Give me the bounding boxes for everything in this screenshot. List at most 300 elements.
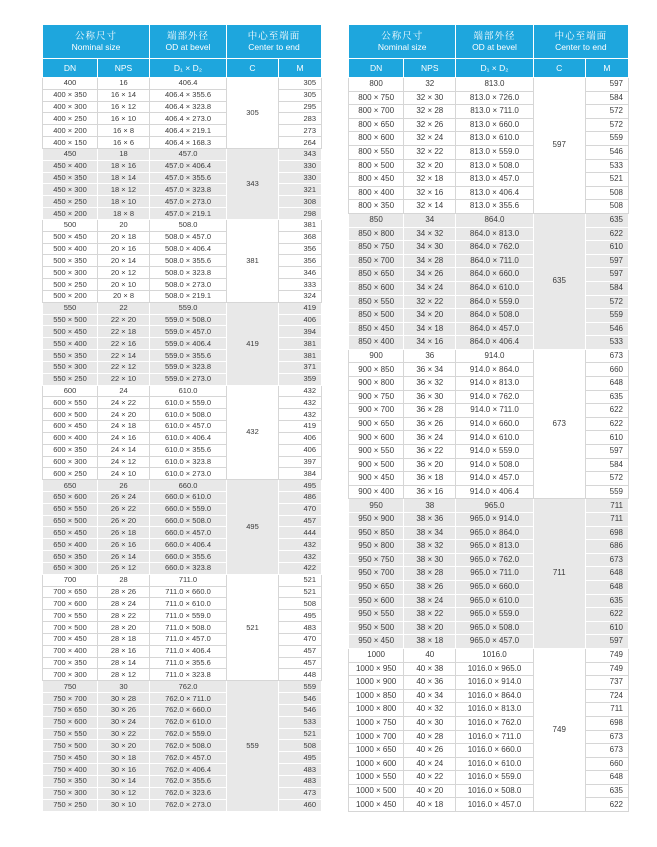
- cell-od: 1016.0 × 914.0: [456, 676, 533, 690]
- table-row: [43, 740, 322, 752]
- cell-od: 406.4 × 273.0: [150, 113, 227, 125]
- cell-od: 813.0 × 610.0: [456, 132, 533, 146]
- cell-nps: 38 × 30: [404, 553, 456, 567]
- cell-m: 610: [585, 621, 628, 635]
- cell-m: 711: [585, 703, 628, 717]
- cell-m: 359: [279, 373, 322, 385]
- header-center-to-end: [227, 25, 322, 59]
- cell-dn: 750 × 500: [43, 740, 98, 752]
- cell-dn: 850 × 450: [349, 322, 404, 336]
- cell-dn: 500 × 400: [43, 243, 98, 255]
- cell-c: 521: [227, 574, 279, 680]
- cell-m: 324: [279, 290, 322, 302]
- table-row: [349, 349, 629, 363]
- cell-nps: 20 × 18: [98, 231, 150, 243]
- cell-dn: 650: [43, 480, 98, 492]
- header-label-en: OD at bevel: [472, 42, 517, 52]
- cell-m: 368: [279, 231, 322, 243]
- cell-od: 762.0 × 273.0: [150, 799, 227, 812]
- cell-dn: 950 × 750: [349, 553, 404, 567]
- cell-od: 864.0 × 406.4: [456, 336, 533, 350]
- cell-m: 495: [279, 752, 322, 764]
- cell-od: 813.0 × 726.0: [456, 91, 533, 105]
- table-row: [349, 662, 629, 676]
- cell-c: 419: [227, 302, 279, 385]
- cell-dn: 700 × 600: [43, 598, 98, 610]
- table-row: [43, 491, 322, 503]
- cell-dn: 750 × 400: [43, 764, 98, 776]
- cell-od: 914.0 × 813.0: [456, 377, 533, 391]
- cell-nps: 38 × 32: [404, 540, 456, 554]
- cell-od: 965.0 × 813.0: [456, 540, 533, 554]
- subheader-m: M: [585, 59, 628, 78]
- cell-od: 610.0 × 559.0: [150, 397, 227, 409]
- cell-dn: 900 × 700: [349, 404, 404, 418]
- table-row: [43, 302, 322, 314]
- cell-dn: 600 × 550: [43, 397, 98, 409]
- cell-nps: 30 × 24: [98, 716, 150, 728]
- cell-od: 864.0 × 711.0: [456, 254, 533, 268]
- cell-c: 381: [227, 219, 279, 302]
- cell-dn: 1000 × 850: [349, 689, 404, 703]
- cell-dn: 800 × 700: [349, 105, 404, 119]
- cell-nps: 22 × 16: [98, 338, 150, 350]
- cell-od: 711.0 × 610.0: [150, 598, 227, 610]
- table-row: [349, 213, 629, 227]
- cell-dn: 550 × 400: [43, 338, 98, 350]
- cell-dn: 500 × 200: [43, 290, 98, 302]
- cell-m: 321: [279, 184, 322, 196]
- cell-nps: 36 × 30: [404, 390, 456, 404]
- cell-od: 711.0 × 406.4: [150, 645, 227, 657]
- table-row: [43, 527, 322, 539]
- cell-m: 648: [585, 771, 628, 785]
- cell-m: 432: [279, 385, 322, 397]
- cell-nps: 36: [404, 349, 456, 363]
- cell-od: 914.0 × 711.0: [456, 404, 533, 418]
- table-row: [349, 322, 629, 336]
- cell-dn: 550 × 350: [43, 350, 98, 362]
- cell-dn: 800 × 750: [349, 91, 404, 105]
- cell-od: 508.0 × 457.0: [150, 231, 227, 243]
- cell-m: 584: [585, 281, 628, 295]
- cell-c: 305: [227, 78, 279, 149]
- header-label-en: Center to end: [555, 42, 607, 52]
- table-row: [349, 254, 629, 268]
- cell-dn: 1000 × 550: [349, 771, 404, 785]
- cell-dn: 550: [43, 302, 98, 314]
- cell-m: 597: [585, 445, 628, 459]
- cell-dn: 750 × 450: [43, 752, 98, 764]
- cell-nps: 34 × 20: [404, 309, 456, 323]
- cell-m: 749: [585, 662, 628, 676]
- cell-dn: 750 × 700: [43, 693, 98, 705]
- cell-m: 356: [279, 243, 322, 255]
- cell-od: 1016.0 × 711.0: [456, 730, 533, 744]
- cell-od: 457.0 × 355.6: [150, 172, 227, 184]
- cell-m: 356: [279, 255, 322, 267]
- cell-od: 610.0 × 406.4: [150, 432, 227, 444]
- cell-nps: 26 × 16: [98, 539, 150, 551]
- cell-m: 635: [585, 213, 628, 227]
- table-row: [43, 125, 322, 137]
- cell-c: 559: [227, 681, 279, 812]
- cell-m: 448: [279, 669, 322, 681]
- cell-m: 737: [585, 676, 628, 690]
- cell-dn: 850 × 800: [349, 227, 404, 241]
- table-row: [349, 159, 629, 173]
- table-row: [43, 421, 322, 433]
- cell-m: 432: [279, 409, 322, 421]
- cell-m: 546: [585, 322, 628, 336]
- cell-od: 457.0 × 323.8: [150, 184, 227, 196]
- cell-dn: 650 × 600: [43, 491, 98, 503]
- cell-m: 264: [279, 137, 322, 149]
- cell-od: 457.0: [150, 148, 227, 160]
- cell-od: 406.4 × 219.1: [150, 125, 227, 137]
- cell-nps: 40 × 38: [404, 662, 456, 676]
- cell-m: 559: [585, 485, 628, 499]
- cell-od: 660.0: [150, 480, 227, 492]
- cell-m: 406: [279, 444, 322, 456]
- table-row: [349, 526, 629, 540]
- cell-nps: 36 × 34: [404, 363, 456, 377]
- table-row: [43, 610, 322, 622]
- cell-nps: 36 × 26: [404, 417, 456, 431]
- cell-nps: 32 × 18: [404, 173, 456, 187]
- tables-container: [42, 24, 629, 812]
- cell-m: 521: [279, 574, 322, 586]
- cell-m: 559: [279, 681, 322, 693]
- cell-od: 1016.0 × 610.0: [456, 757, 533, 771]
- cell-nps: 40: [404, 648, 456, 662]
- cell-od: 660.0 × 406.4: [150, 539, 227, 551]
- cell-dn: 700 × 450: [43, 633, 98, 645]
- header-label-zh: 公称尺寸: [381, 31, 424, 42]
- table-row: [43, 574, 322, 586]
- header-center-to-end: [533, 25, 628, 59]
- cell-nps: 16 × 8: [98, 125, 150, 137]
- cell-m: 673: [585, 553, 628, 567]
- cell-dn: 1000 × 950: [349, 662, 404, 676]
- cell-dn: 400: [43, 78, 98, 90]
- cell-nps: 28 × 12: [98, 669, 150, 681]
- cell-nps: 32 × 28: [404, 105, 456, 119]
- cell-nps: 28 × 18: [98, 633, 150, 645]
- cell-dn: 900 × 550: [349, 445, 404, 459]
- cell-od: 914.0 × 559.0: [456, 445, 533, 459]
- subheader-nps: NPS: [98, 59, 150, 78]
- cell-od: 610.0: [150, 385, 227, 397]
- cell-od: 914.0 × 762.0: [456, 390, 533, 404]
- cell-nps: 40 × 18: [404, 798, 456, 812]
- cell-dn: 700 × 550: [43, 610, 98, 622]
- cell-c: 343: [227, 148, 279, 219]
- cell-od: 813.0 × 406.4: [456, 186, 533, 200]
- table-row: [43, 480, 322, 492]
- cell-m: 457: [279, 515, 322, 527]
- cell-dn: 950 × 800: [349, 540, 404, 554]
- cell-nps: 36 × 16: [404, 485, 456, 499]
- table-row: [43, 397, 322, 409]
- table-row: [349, 173, 629, 187]
- cell-m: 432: [279, 551, 322, 563]
- cell-m: 295: [279, 101, 322, 113]
- cell-dn: 850 × 750: [349, 241, 404, 255]
- cell-m: 495: [279, 480, 322, 492]
- table-row: [43, 314, 322, 326]
- table-row: [43, 208, 322, 220]
- cell-dn: 450 × 350: [43, 172, 98, 184]
- cell-m: 486: [279, 491, 322, 503]
- cell-m: 308: [279, 196, 322, 208]
- cell-dn: 850 × 400: [349, 336, 404, 350]
- table-row: [43, 338, 322, 350]
- cell-m: 470: [279, 503, 322, 515]
- cell-dn: 800 × 400: [349, 186, 404, 200]
- cell-m: 521: [279, 728, 322, 740]
- cell-od: 762.0 × 660.0: [150, 704, 227, 716]
- table-row: [43, 231, 322, 243]
- cell-dn: 650 × 450: [43, 527, 98, 539]
- table-row: [349, 757, 629, 771]
- cell-od: 1016.0 × 864.0: [456, 689, 533, 703]
- cell-nps: 24 × 10: [98, 468, 150, 480]
- table-row: [43, 657, 322, 669]
- cell-od: 864.0 × 813.0: [456, 227, 533, 241]
- table-row: [43, 633, 322, 645]
- cell-dn: 700 × 500: [43, 622, 98, 634]
- header-label-en: Center to end: [248, 42, 300, 52]
- table-row: [43, 89, 322, 101]
- cell-m: 622: [585, 404, 628, 418]
- cell-od: 914.0 × 406.4: [456, 485, 533, 499]
- cell-od: 610.0 × 508.0: [150, 409, 227, 421]
- cell-od: 1016.0: [456, 648, 533, 662]
- table-row: [349, 390, 629, 404]
- cell-od: 559.0 × 508.0: [150, 314, 227, 326]
- table-row: [349, 499, 629, 513]
- cell-nps: 22 × 12: [98, 361, 150, 373]
- cell-nps: 18: [98, 148, 150, 160]
- cell-nps: 38 × 34: [404, 526, 456, 540]
- cell-nps: 28 × 20: [98, 622, 150, 634]
- header-nominal-size: [43, 25, 150, 59]
- subheader-d1xd2: D₁ × D₂: [150, 59, 227, 78]
- cell-dn: 550 × 500: [43, 314, 98, 326]
- cell-dn: 450 × 200: [43, 208, 98, 220]
- table-row: [349, 91, 629, 105]
- cell-nps: 24 × 14: [98, 444, 150, 456]
- cell-od: 660.0 × 508.0: [150, 515, 227, 527]
- cell-m: 457: [279, 657, 322, 669]
- cell-m: 483: [279, 622, 322, 634]
- cell-od: 508.0 × 355.6: [150, 255, 227, 267]
- cell-m: 371: [279, 361, 322, 373]
- cell-nps: 36 × 28: [404, 404, 456, 418]
- table-row: [349, 689, 629, 703]
- cell-dn: 750 × 350: [43, 775, 98, 787]
- table-row: [43, 267, 322, 279]
- cell-dn: 750 × 650: [43, 704, 98, 716]
- cell-nps: 40 × 34: [404, 689, 456, 703]
- cell-nps: 30: [98, 681, 150, 693]
- cell-m: 419: [279, 302, 322, 314]
- cell-dn: 950 × 700: [349, 567, 404, 581]
- cell-dn: 550 × 250: [43, 373, 98, 385]
- cell-dn: 800 × 550: [349, 145, 404, 159]
- cell-nps: 24: [98, 385, 150, 397]
- cell-dn: 400 × 300: [43, 101, 98, 113]
- header-od-at-bevel: [456, 25, 533, 59]
- table-row: [43, 562, 322, 574]
- table-row: [349, 621, 629, 635]
- cell-m: 597: [585, 78, 628, 92]
- table-row: [349, 295, 629, 309]
- reducer-spec-table-right: [348, 24, 629, 812]
- cell-dn: 1000 × 700: [349, 730, 404, 744]
- cell-dn: 400 × 250: [43, 113, 98, 125]
- cell-m: 508: [585, 186, 628, 200]
- cell-nps: 30 × 20: [98, 740, 150, 752]
- table-row: [43, 385, 322, 397]
- cell-m: 397: [279, 456, 322, 468]
- cell-nps: 40 × 26: [404, 744, 456, 758]
- cell-dn: 900 × 400: [349, 485, 404, 499]
- header-label-zh: 端部外径: [473, 31, 516, 42]
- cell-m: 406: [279, 314, 322, 326]
- cell-nps: 28 × 16: [98, 645, 150, 657]
- cell-m: 508: [585, 200, 628, 214]
- cell-nps: 40 × 30: [404, 716, 456, 730]
- table-row: [43, 279, 322, 291]
- header-label-en: OD at bevel: [165, 42, 211, 52]
- cell-dn: 1000 × 750: [349, 716, 404, 730]
- cell-dn: 950 × 550: [349, 608, 404, 622]
- cell-dn: 450 × 300: [43, 184, 98, 196]
- cell-dn: 1000 × 800: [349, 703, 404, 717]
- table-row: [349, 309, 629, 323]
- cell-od: 508.0 × 219.1: [150, 290, 227, 302]
- table-row: [349, 186, 629, 200]
- cell-m: 546: [279, 693, 322, 705]
- cell-m: 521: [585, 173, 628, 187]
- cell-od: 914.0 × 508.0: [456, 458, 533, 472]
- cell-dn: 950 × 900: [349, 513, 404, 527]
- cell-m: 673: [585, 349, 628, 363]
- cell-od: 660.0 × 355.6: [150, 551, 227, 563]
- cell-od: 711.0 × 508.0: [150, 622, 227, 634]
- table-row: [349, 485, 629, 499]
- cell-nps: 18 × 14: [98, 172, 150, 184]
- cell-od: 864.0: [456, 213, 533, 227]
- cell-od: 864.0 × 457.0: [456, 322, 533, 336]
- cell-nps: 22 × 20: [98, 314, 150, 326]
- cell-nps: 38 × 20: [404, 621, 456, 635]
- table-row: [43, 787, 322, 799]
- cell-nps: 38 × 28: [404, 567, 456, 581]
- cell-nps: 40 × 32: [404, 703, 456, 717]
- cell-od: 813.0 × 355.6: [456, 200, 533, 214]
- cell-m: 381: [279, 338, 322, 350]
- cell-nps: 18 × 8: [98, 208, 150, 220]
- cell-m: 635: [585, 594, 628, 608]
- cell-m: 343: [279, 148, 322, 160]
- cell-od: 1016.0 × 559.0: [456, 771, 533, 785]
- cell-od: 1016.0 × 660.0: [456, 744, 533, 758]
- cell-m: 635: [585, 784, 628, 798]
- cell-nps: 40 × 22: [404, 771, 456, 785]
- cell-dn: 600 × 400: [43, 432, 98, 444]
- cell-dn: 500 × 350: [43, 255, 98, 267]
- cell-nps: 38 × 26: [404, 580, 456, 594]
- cell-dn: 750 × 550: [43, 728, 98, 740]
- cell-nps: 32 × 22: [404, 145, 456, 159]
- header-label-en: Nominal size: [71, 42, 121, 52]
- subheader-dn: DN: [349, 59, 404, 78]
- table-row: [349, 513, 629, 527]
- cell-od: 660.0 × 457.0: [150, 527, 227, 539]
- cell-m: 521: [279, 586, 322, 598]
- cell-nps: 30 × 10: [98, 799, 150, 812]
- cell-nps: 22: [98, 302, 150, 314]
- cell-nps: 18 × 12: [98, 184, 150, 196]
- cell-dn: 400 × 150: [43, 137, 98, 149]
- cell-dn: 1000 × 650: [349, 744, 404, 758]
- cell-od: 711.0 × 660.0: [150, 586, 227, 598]
- subheader-dn: DN: [43, 59, 98, 78]
- cell-dn: 800 × 600: [349, 132, 404, 146]
- cell-nps: 16 × 12: [98, 101, 150, 113]
- table-row: [349, 363, 629, 377]
- cell-nps: 30 × 26: [98, 704, 150, 716]
- cell-dn: 900 × 750: [349, 390, 404, 404]
- cell-m: 483: [279, 775, 322, 787]
- cell-od: 914.0 × 457.0: [456, 472, 533, 486]
- table-row: [43, 78, 322, 90]
- cell-dn: 750 × 300: [43, 787, 98, 799]
- cell-dn: 700 × 400: [43, 645, 98, 657]
- cell-dn: 900 × 800: [349, 377, 404, 391]
- cell-nps: 34 × 30: [404, 241, 456, 255]
- cell-dn: 600 × 250: [43, 468, 98, 480]
- cell-m: 508: [279, 740, 322, 752]
- cell-m: 305: [279, 78, 322, 90]
- cell-m: 298: [279, 208, 322, 220]
- cell-od: 610.0 × 273.0: [150, 468, 227, 480]
- cell-nps: 30 × 28: [98, 693, 150, 705]
- reducer-spec-table-left: [42, 24, 322, 812]
- cell-od: 762.0 × 508.0: [150, 740, 227, 752]
- table-row: [43, 598, 322, 610]
- cell-m: 483: [279, 764, 322, 776]
- cell-nps: 34 × 28: [404, 254, 456, 268]
- cell-od: 762.0 × 610.0: [150, 716, 227, 728]
- cell-nps: 40 × 24: [404, 757, 456, 771]
- table-row: [43, 551, 322, 563]
- cell-dn: 800 × 500: [349, 159, 404, 173]
- table-row: [43, 704, 322, 716]
- cell-nps: 22 × 10: [98, 373, 150, 385]
- table-row: [349, 716, 629, 730]
- cell-c: 635: [533, 213, 585, 349]
- table-row: [43, 645, 322, 657]
- cell-c: 432: [227, 385, 279, 480]
- cell-od: 457.0 × 219.1: [150, 208, 227, 220]
- table-row: [349, 798, 629, 812]
- cell-dn: 700 × 650: [43, 586, 98, 598]
- cell-nps: 24 × 12: [98, 456, 150, 468]
